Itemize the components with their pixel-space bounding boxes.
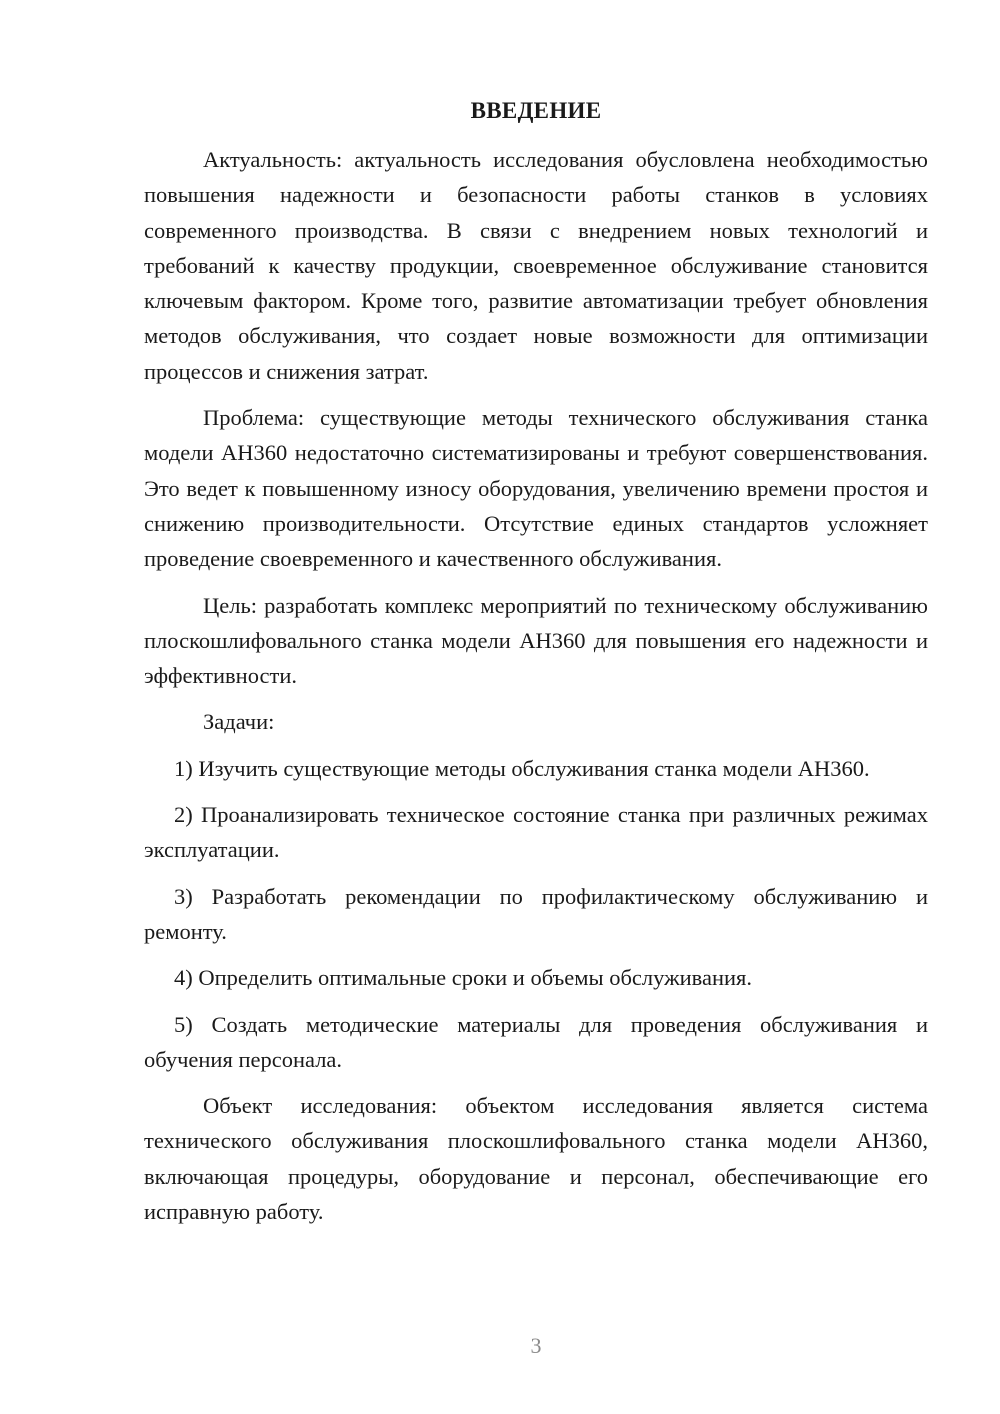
task-item-2: 2) Проанализировать техническое состояние станка при различных режимах эксплуатации. [144,802,928,863]
paragraph-object: Объект исследования: объектом исследования является система технического обслуживания плоскошлифовального станка модели АН360, включающая процедуры, оборудование и персонал, обеспечивающие его исправную работу. [144,1093,928,1225]
paragraph-relevance: Актуальность: актуальность исследования обусловлена необходимостью повышения надежности и безопасности работы станков в условиях современного производства. В связи с внедрением новых технологий и требований к качеству продукции, своевременное обслуживание становится ключевым фактором. Кроме того, развитие автоматизации требует обновления методов обслуживания, что создает новые возможности для оптимизации процессов и снижения затрат. [144,147,928,384]
task-item-3: 3) Разработать рекомендации по профилактическому обслуживанию и ремонту. [144,883,928,944]
task-item-1: 1) Изучить существующие методы обслуживания станка модели АН360. [174,755,870,781]
tasks-heading: Задачи: [203,709,275,735]
task-item-4: 4) Определить оптимальные сроки и объемы обслуживания. [174,965,753,991]
page-number: 3 [530,1333,542,1358]
document-body [144,142,928,1229]
paragraph-problem: Проблема: существующие методы технического обслуживания станка модели АН360 недостаточно систематизированы и требуют совершенствования. Это ведет к повышенному износу оборудования, увеличению времени простоя и снижению производительности. Отсутствие единых стандартов усложняет проведение своевременного и качественного обслуживания. [144,405,928,572]
task-item-5: 5) Создать методические материалы для проведения обслуживания и обучения персонала. [144,1011,928,1072]
paragraph-goal: Цель: разработать комплекс мероприятий по техническому обслуживанию плоскошлифовального станка модели АН360 для повышения его надежности и эффективности. [144,592,928,689]
page-title: ВВЕДЕНИЕ [470,98,602,123]
